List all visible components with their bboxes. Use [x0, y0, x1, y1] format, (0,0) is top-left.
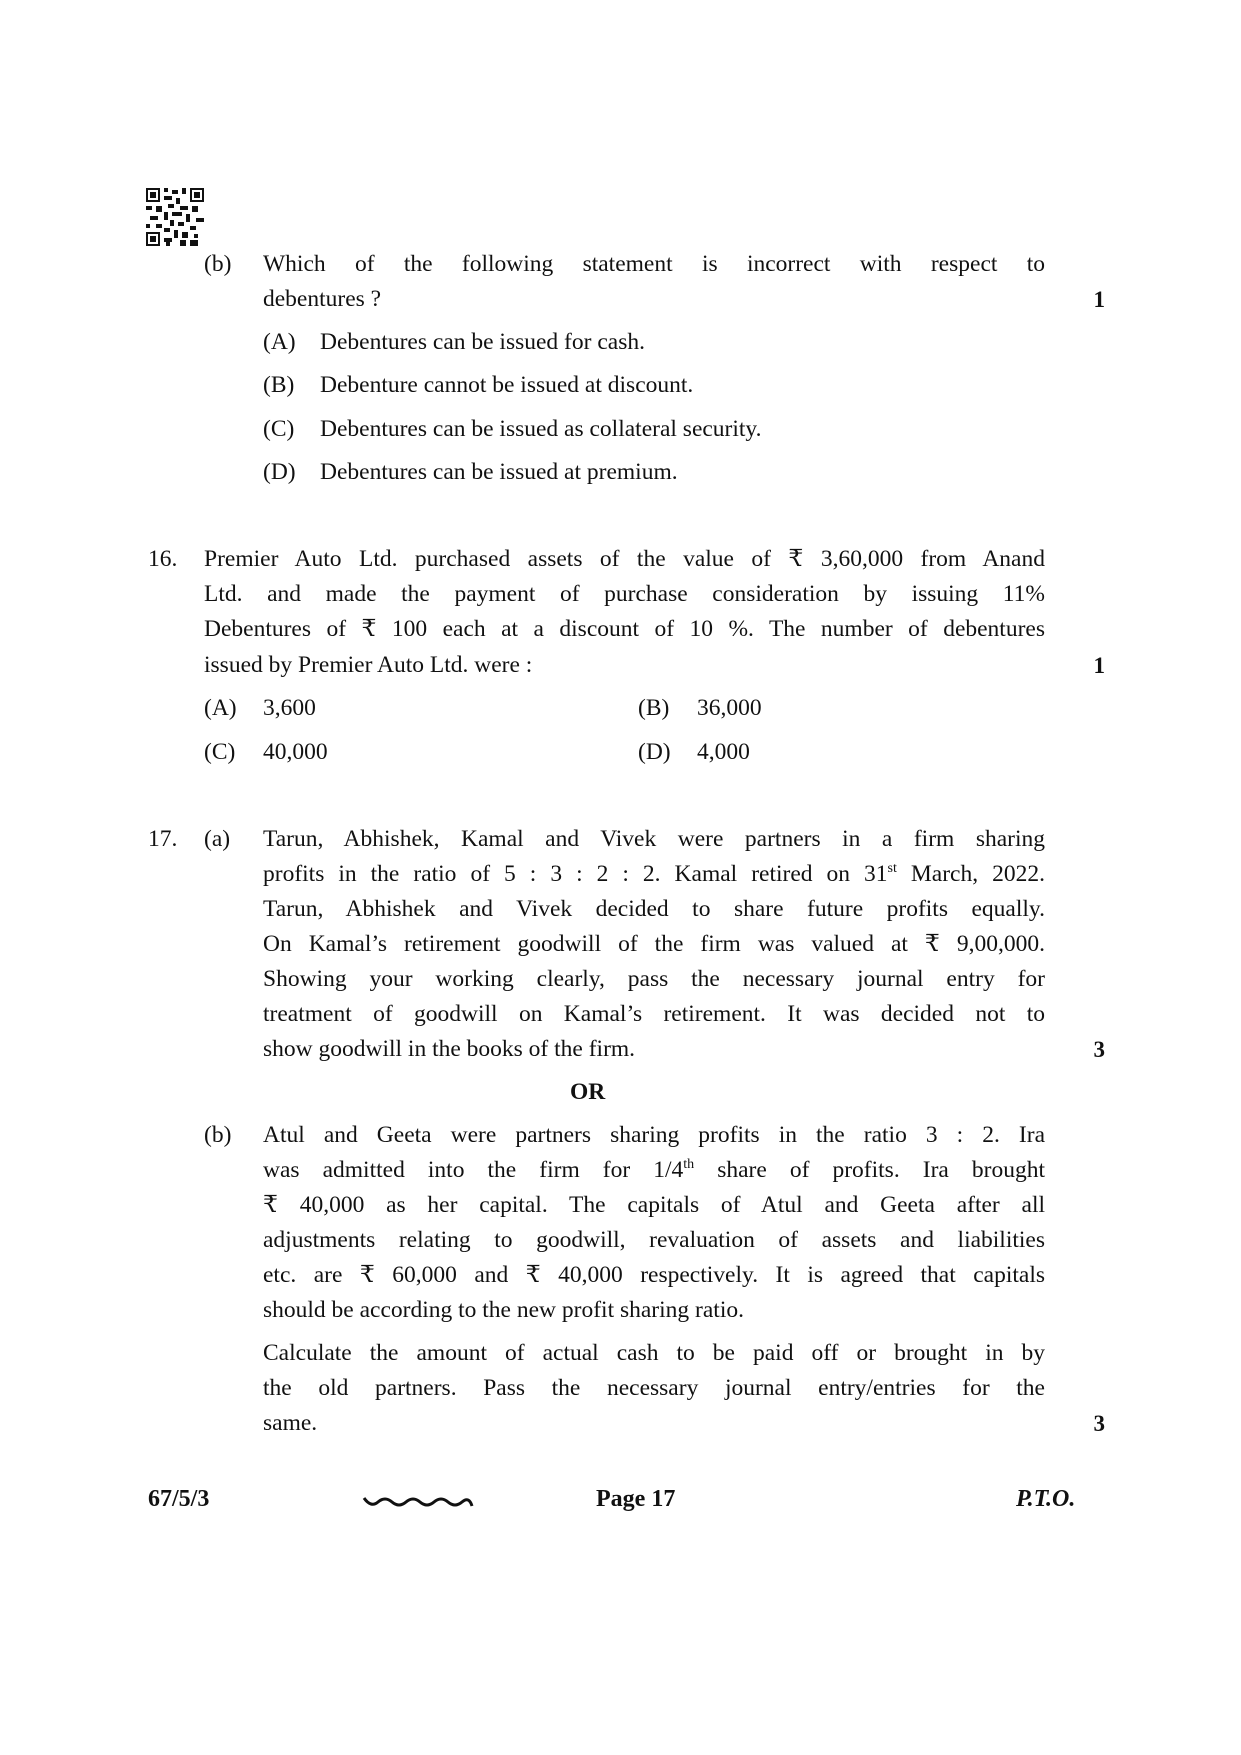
- option-text: Debentures can be issued for cash.: [320, 329, 645, 355]
- question-text-line: Tarun, Abhishek and Vivek decided to share future profits equally.: [263, 896, 1045, 922]
- please-turn-over: P.T.O.: [1016, 1486, 1076, 1512]
- question-text-line: Tarun, Abhishek, Kamal and Vivek were partners in a firm sharing: [263, 826, 1045, 852]
- wave-divider-icon: [362, 1492, 474, 1512]
- question-text-line: ₹ 40,000 as her capital. The capitals of Atul and Geeta after all: [263, 1192, 1045, 1218]
- option-label: (B): [638, 695, 670, 721]
- question-text-line: On Kamal’s retirement goodwill of the firm was valued at ₹ 9,00,000.: [263, 931, 1045, 957]
- question-text-line: profits in the ratio of 5 : 3 : 2 : 2. Kamal retired on 31st March, 2022.: [263, 861, 1045, 887]
- question-text-line: Showing your working clearly, pass the necessary journal entry for: [263, 966, 1045, 992]
- question-stem-line: debentures ?: [263, 286, 382, 312]
- question-part-label: (b): [204, 1122, 232, 1148]
- question-text-line: Debentures of ₹ 100 each at a discount of 10 %. The number of debentures: [204, 616, 1045, 642]
- question-number: 17.: [148, 826, 178, 852]
- question-text-line: issued by Premier Auto Ltd. were :: [204, 652, 533, 678]
- option-text: Debentures can be issued at premium.: [320, 459, 678, 485]
- question-text-line: was admitted into the firm for 1/4th share of profits. Ira brought: [263, 1157, 1045, 1183]
- marks-label: 1: [1093, 653, 1105, 678]
- question-text-line: etc. are ₹ 60,000 and ₹ 40,000 respectively. It is agreed that capitals: [263, 1262, 1045, 1288]
- qr-code-icon: [146, 188, 204, 246]
- option-label: (B): [263, 372, 295, 398]
- marks-label: 1: [1093, 287, 1105, 312]
- option-text: 36,000: [697, 695, 762, 721]
- question-part-label: (a): [204, 826, 231, 852]
- question-stem-line: Which of the following statement is incorrect with respect to: [263, 251, 1045, 277]
- option-label: (D): [638, 739, 671, 765]
- question-text-line: Premier Auto Ltd. purchased assets of the value of ₹ 3,60,000 from Anand: [204, 546, 1045, 572]
- marks-label: 3: [1093, 1411, 1105, 1436]
- question-text-line: should be according to the new profit sharing ratio.: [263, 1297, 744, 1323]
- option-text: 4,000: [697, 739, 750, 765]
- question-text-line: Atul and Geeta were partners sharing profits in the ratio 3 : 2. Ira: [263, 1122, 1045, 1148]
- question-text-line: the old partners. Pass the necessary journal entry/entries for the: [263, 1375, 1045, 1401]
- option-text: 3,600: [263, 695, 316, 721]
- question-part-label: (b): [204, 251, 232, 277]
- option-text: Debenture cannot be issued at discount.: [320, 372, 694, 398]
- option-label: (A): [263, 329, 296, 355]
- question-text-line: Calculate the amount of actual cash to be paid off or brought in by: [263, 1340, 1045, 1366]
- question-text-line: show goodwill in the books of the firm.: [263, 1036, 636, 1062]
- question-text-line: adjustments relating to goodwill, revaluation of assets and liabilities: [263, 1227, 1045, 1253]
- option-label: (C): [204, 739, 236, 765]
- option-text: Debentures can be issued as collateral security.: [320, 416, 762, 442]
- page-number: Page 17: [596, 1486, 676, 1512]
- question-text-line: treatment of goodwill on Kamal’s retirement. It was decided not to: [263, 1001, 1045, 1027]
- option-label: (A): [204, 695, 237, 721]
- question-text-line: same.: [263, 1410, 318, 1436]
- option-label: (D): [263, 459, 296, 485]
- marks-label: 3: [1093, 1037, 1105, 1062]
- question-number: 16.: [148, 546, 178, 572]
- or-separator: OR: [570, 1079, 606, 1105]
- option-text: 40,000: [263, 739, 328, 765]
- paper-code: 67/5/3: [148, 1486, 210, 1512]
- option-label: (C): [263, 416, 295, 442]
- question-text-line: Ltd. and made the payment of purchase consideration by issuing 11%: [204, 581, 1045, 607]
